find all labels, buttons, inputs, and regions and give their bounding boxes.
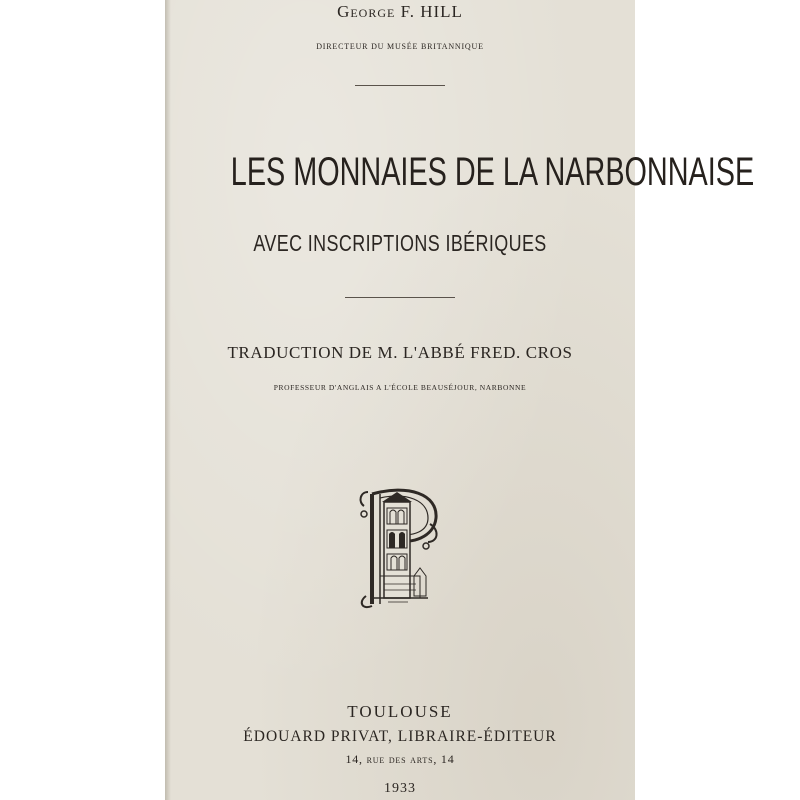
publisher-monogram-p-tower-icon [358, 484, 440, 610]
page-edge-shadow [165, 0, 171, 800]
publisher-address: 14, rue des arts, 14 [345, 752, 455, 766]
divider-top [355, 85, 445, 86]
publication-year: 1933 [384, 781, 416, 796]
author-name: George F. HILL [337, 2, 463, 21]
translator-role: PROFESSEUR D'ANGLAIS A L'ÉCOLE BEAUSÉJOUR, NARBONNE [273, 383, 527, 392]
publisher-name: ÉDOUARD PRIVAT, LIBRAIRE-ÉDITEUR [243, 728, 557, 745]
divider-middle [345, 297, 455, 298]
book-title: LES MONNAIES DE LA NARBONNAISE [230, 150, 755, 194]
author-role: DIRECTEUR DU MUSÉE BRITANNIQUE [316, 42, 484, 51]
book-subtitle: AVEC INSCRIPTIONS IBÉRIQUES [253, 230, 547, 256]
translation-credit: TRADUCTION DE M. L'ABBÉ FRED. CROS [227, 343, 573, 362]
publisher-city: TOULOUSE [347, 702, 453, 721]
title-page [165, 0, 755, 800]
